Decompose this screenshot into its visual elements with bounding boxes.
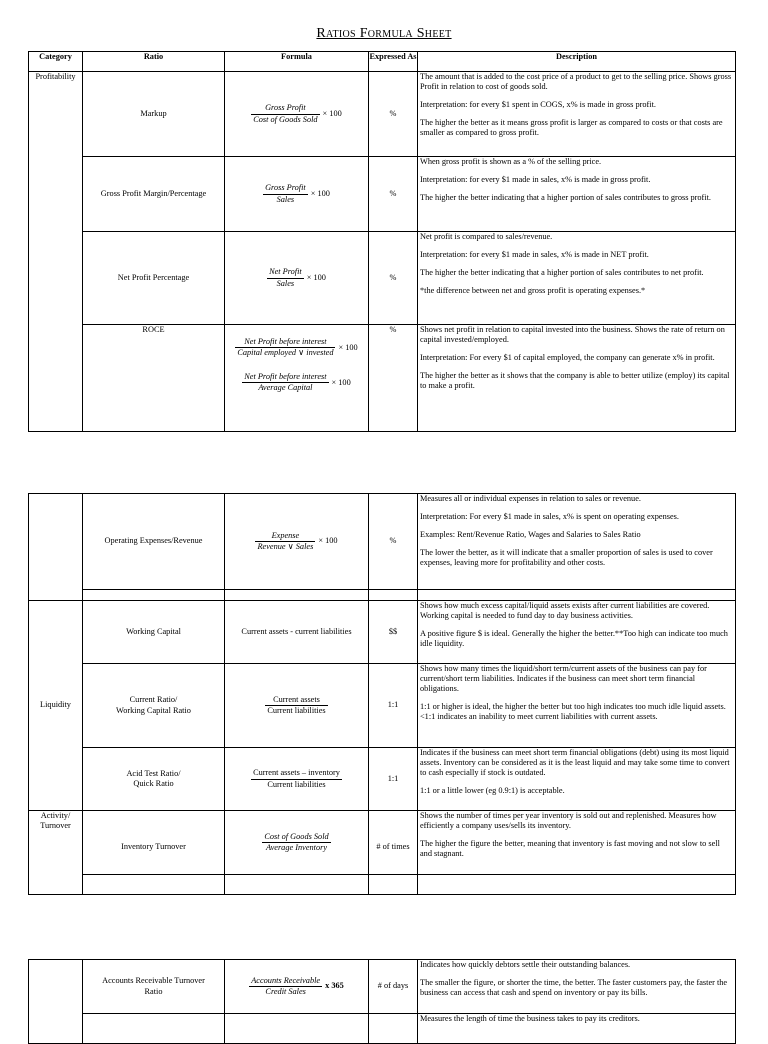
description-text: 1:1 or a little lower (eg 0.9:1) is acceptable. [420, 786, 565, 796]
description [418, 601, 736, 664]
ratio-name-line: Current Ratio/ [129, 695, 178, 705]
formula [225, 72, 369, 157]
description-text: The higher the better as it shows that the company is able to better utilize (employ) its capital to make a profit. [420, 371, 730, 391]
formula-denominator: Cost of Goods Sold [253, 114, 318, 124]
description-text: The amount that is added to the cost price of a product to get to the selling price. Shows gross Profit in relation to cost of goods sold. [420, 72, 732, 92]
description-text: Net profit is compared to sales/revenue. [420, 232, 553, 241]
header-description: Description [418, 52, 736, 72]
description-text: The higher the better indicating that a higher portion of sales contributes to gross profit. [420, 193, 712, 203]
table-row [29, 811, 736, 875]
ratio-name-line: Acid Test Ratio/ [126, 768, 181, 778]
description-text: Shows the number of times per year inventory is sold out and replenished. Measures how efficiently a company uses/sells its inventory. [420, 811, 717, 831]
description-text: Examples: Rent/Revenue Ratio, Wages and Salaries to Sales Ratio [420, 530, 641, 540]
formula-multiplier: × 100 [318, 536, 338, 546]
expressed-as: $$ [369, 601, 418, 664]
category-line: Activity/ [40, 811, 71, 820]
formula-multiplier: × 100 [338, 342, 358, 352]
formula [225, 811, 369, 875]
expressed-as: # of days [369, 960, 418, 1014]
table-row [29, 875, 736, 895]
description-text: Interpretation: for every $1 made in sales, x% is made in gross profit. [420, 175, 651, 185]
description [418, 325, 736, 432]
formula-numerator: Cost of Goods Sold [264, 831, 329, 841]
description-text: The higher the better indicating that a higher portion of sales contributes to net profit. [420, 268, 704, 278]
table-row [29, 748, 736, 811]
formula-numerator: Expense [271, 530, 300, 540]
header-category: Category [29, 52, 83, 72]
formula-denominator: Sales [263, 194, 308, 205]
category-liquidity: Liquidity [29, 601, 83, 811]
description [418, 811, 736, 875]
ratio-name [83, 664, 225, 748]
ratio-name-line: Accounts Receivable Turnover [102, 976, 205, 986]
turnover-table [28, 959, 736, 1044]
formula-multiplier: × 100 [310, 188, 330, 198]
ratio-name [83, 748, 225, 811]
formula [225, 664, 369, 748]
ratio-name-line: Working Capital Ratio [116, 705, 191, 715]
description [418, 748, 736, 811]
formula-denominator: Current liabilities [267, 706, 326, 715]
formula-denominator: Average Capital [242, 382, 328, 393]
description-text: The lower the better, as it will indicate that a smaller proportion of sales is used to cover expenses, leaving more for profitability and other costs. [420, 548, 713, 568]
ratio-name: Gross Profit Margin/Percentage [83, 157, 225, 232]
profitability-table [28, 51, 736, 432]
ratio-name: Operating Expenses/Revenue [83, 494, 225, 590]
category-cell [29, 960, 83, 1044]
expressed-as: 1:1 [369, 664, 418, 748]
expressed-as: # of times [369, 811, 418, 875]
formula-numerator: Gross Profit [265, 103, 306, 113]
description-text: Shows net profit in relation to capital invested into the business. Shows the rate of return on capital invested/employed. [420, 325, 725, 345]
formula-denominator: Current liabilities [251, 779, 342, 790]
description-text: Indicates if the business can meet short term financial obligations (debt) using its most liquid assets. Inventory can be considered as it is the least liquid and may take some time to convert to cash especially if stock is outdated. [420, 748, 730, 778]
formula-multiplier: x 365 [325, 981, 344, 991]
ratio-name: ROCE [83, 325, 225, 432]
formula-numerator: Accounts Receivable [251, 975, 321, 985]
category-line: Turnover [40, 821, 71, 831]
formula [225, 157, 369, 232]
formula-numerator: Net Profit [269, 267, 302, 277]
description [418, 494, 736, 590]
ratio-name [83, 960, 225, 1014]
formula [225, 748, 369, 811]
ratio-name-line: Quick Ratio [133, 779, 174, 788]
formula [225, 325, 369, 432]
description-text: Interpretation: For every $1 made in sales, x% is spent on operating expenses. [420, 512, 679, 522]
formula-numerator: Net Profit before interest [244, 372, 327, 382]
expressed-as: % [369, 72, 418, 157]
expressed-as: % [369, 325, 418, 432]
formula-multiplier: × 100 [322, 108, 342, 118]
table-row [29, 590, 736, 601]
description-text: 1:1 or higher is ideal, the higher the better but too high indicates too much idle liquid assets. <1:1 indicates an inability to meet current liabilities with current assets. [420, 702, 726, 722]
category-activity [29, 811, 83, 895]
liquidity-activity-table [28, 493, 736, 895]
description-text: The higher the figure the better, meaning that inventory is fast moving and not slow to sell and stagnant. [420, 839, 720, 859]
description-text: A positive figure $ is ideal. Generally the higher the better.**Too high can indicate too much idle liquidity. [420, 629, 728, 649]
description-text: Shows how many times the liquid/short term/current assets of the business can pay for current/short term liabilities. Indicates if the business can meet short term financial obligations. [420, 664, 707, 694]
formula-denominator: Credit Sales [249, 986, 322, 997]
description-text: Indicates how quickly debtors settle their outstanding balances. [420, 960, 631, 969]
table-row [29, 601, 736, 664]
formula [225, 494, 369, 590]
description-text: The higher the better as it means gross profit is larger as compared to costs or that costs are smaller as compared to gross profit. [420, 118, 723, 138]
table-row [29, 232, 736, 325]
description [418, 72, 736, 157]
ratio-name: Markup [83, 72, 225, 157]
description-text: *the difference between net and gross profit is operating expenses.* [420, 286, 646, 296]
description [418, 664, 736, 748]
formula-denominator: Revenue ∨ Sales [257, 542, 314, 551]
ratio-name: Working Capital [83, 601, 225, 664]
description-text: Measures the length of time the business takes to pay its creditors. [420, 1014, 640, 1023]
formula-multiplier: × 100 [331, 377, 351, 387]
table-row [29, 72, 736, 157]
formula-numerator: Gross Profit [265, 183, 306, 193]
formula [225, 960, 369, 1014]
expressed-as: % [369, 232, 418, 325]
description-text: When gross profit is shown as a % of the selling price. [420, 157, 602, 166]
table-row [29, 157, 736, 232]
table-row [29, 664, 736, 748]
header-expressed-as: Expressed As [369, 52, 418, 72]
formula [225, 232, 369, 325]
description-text: Interpretation: for every $1 made in sales, x% is made in NET profit. [420, 250, 649, 260]
formula-numerator: Current assets [273, 694, 320, 704]
formula-numerator: Net Profit before interest [244, 337, 327, 346]
description [418, 1014, 736, 1044]
formula-denominator: Average Inventory [262, 842, 330, 853]
page-title: Ratios Formula Sheet [316, 26, 452, 41]
category-cell [29, 494, 83, 601]
table-row [29, 494, 736, 590]
description-text: Shows how much excess capital/liquid assets exists after current liabilities are covered. Working capital is needed to fund day to day business activities. [420, 601, 710, 621]
category-profitability: Profitability [29, 72, 83, 432]
description [418, 157, 736, 232]
description-text: The smaller the figure, or shorter the time, the better. The faster customers pay, the faster the business can access that cash and spend on inventory or pay its bills. [420, 978, 728, 998]
ratio-name-line: Ratio [144, 986, 163, 996]
table-row [29, 325, 736, 432]
formula-denominator: Sales [267, 278, 304, 289]
header-ratio: Ratio [83, 52, 225, 72]
description-text: Interpretation: For every $1 of capital employed, the company can generate x% in profit. [420, 353, 715, 363]
expressed-as: 1:1 [369, 748, 418, 811]
ratio-name: Inventory Turnover [83, 811, 225, 875]
table-row [29, 1014, 736, 1044]
formula: Current assets - current liabilities [225, 601, 369, 664]
description-text: Interpretation: for every $1 spent in COGS, x% is made in gross profit. [420, 100, 656, 110]
header-formula: Formula [225, 52, 369, 72]
formula-numerator: Current assets – inventory [253, 768, 340, 778]
description [418, 960, 736, 1014]
ratio-name: Net Profit Percentage [83, 232, 225, 325]
table-row [29, 960, 736, 1014]
description [418, 232, 736, 325]
expressed-as: % [369, 494, 418, 590]
formula-denominator: Capital employed ∨ invested [237, 348, 334, 358]
description-text: Measures all or individual expenses in relation to sales or revenue. [420, 494, 641, 503]
formula-multiplier: × 100 [306, 272, 326, 282]
expressed-as: % [369, 157, 418, 232]
